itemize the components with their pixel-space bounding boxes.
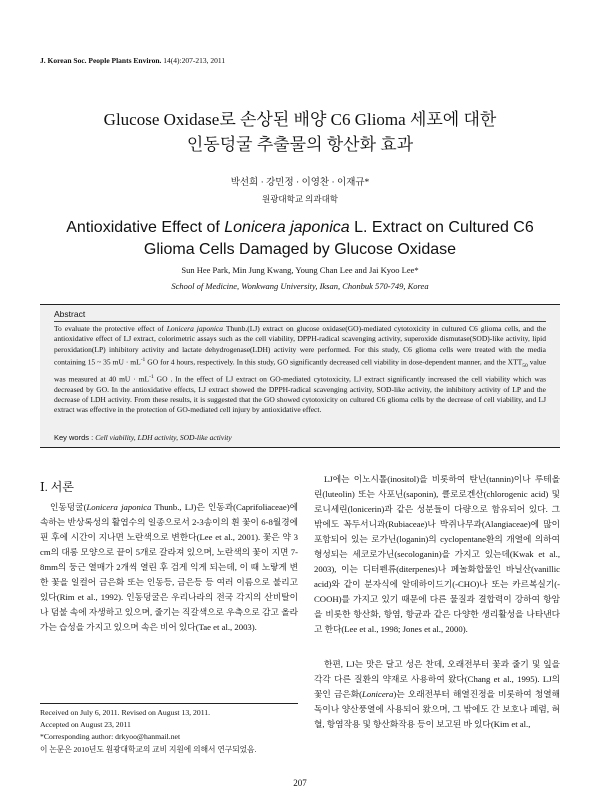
english-affiliation: School of Medicine, Wonkwang University, Iksan, Chonbuk 570-749, Korea [171, 281, 429, 291]
english-title-line1 [30, 217, 570, 239]
right-column-paragraph-1: LJ에는 이노시톨(inositol)을 비롯하여 탄닌(tannin)이나 루테올린(luteolin) 또는 사포닌(saponin), 클로로겐산(chlorogenic acid) 및 로니세린(lonicerin)과 같은 성분들이 다량으로 함유되어 있다. 그 밖에도 꼭두서니과(Rubiaceae)나 박쥐나무과(Alangiaceae)에 많이 포함되어 있는 로가닌(loganin)의 cyclopentane환의 개열에 의하여 형성되는 세코로가닌(secologanin)을 가지고 있는데(Kwak et al., 2003), 이는 디터펜류(diterpenes)나 페놀화합물인 바닐산(vanillic acid)와 같이 분자식에 알데하이드기(-CHO)나 또는 카르복실기(-COOH)를 가지고 있기 때문에 다른 물질과 결합력이 강하여 항암을 비롯한 항산화, 항염, 항균과 같은 다양한 생리활성을 나타낸다고 한다(Lee et al., 1998; Jones et al., 2000). [314, 474, 560, 634]
journal-name: J. Korean Soc. People Plants Environ. [40, 56, 162, 65]
footnote-accepted: Accepted on August 23, 2011 [40, 720, 131, 730]
footnotes [40, 707, 300, 756]
korean-authors: 박선희 · 강민정 · 이영찬 · 이재규* [230, 178, 370, 188]
right-column-paragraph-2: 한편, LJ는 맛은 달고 성은 찬데, 오래전부터 꽃과 줄기 및 잎을 각각 다른 질환의 약재로 사용하여 왔다(Chang et al., 1995). LJ의 꽃인 금은화(Lonicera)는 오래전부터 해열진정을 비롯하여 청열해독이나 양산풍열에 사용되어 왔으며, 그 밖에도 간 보호나 폐렴, 혀혈, 항염작용 및 항산화작용 등이 보고된 바 있다(Kim et al., [314, 659, 561, 729]
keywords [54, 433, 546, 442]
abstract-heading: Abstract [54, 309, 86, 319]
english-authors: Sun Hee Park, Min Jung Kwang, Young Chan Lee and Jai Kyoo Lee* [181, 265, 419, 275]
page-number: 207 [293, 778, 307, 788]
english-title-pre: Antioxidative Effect of [66, 219, 225, 236]
korean-title [40, 107, 560, 157]
english-title-post: L. Extract on Cultured C6 [349, 219, 534, 236]
english-title-line2: Glioma Cells Damaged by Glucose Oxidase [143, 241, 457, 258]
footnote-corresponding: *Corresponding author: drkyoo@hanmail.net [40, 732, 181, 742]
journal-citation [40, 56, 225, 65]
keywords-values: Cell viability, LDH activity, SOD-like activity [95, 433, 232, 442]
journal-volume: 14(4):207-213, 2011 [163, 56, 226, 65]
korean-affiliation: 원광대학교 의과대학 [261, 194, 339, 204]
left-column-body: 인동덩굴(Lonicera japonica Thunb., LJ)은 인동과(Caprifoliaceae)에 속하는 반상록성의 활엽수의 일종으로서 2-3송이의 흰 꽃이 6-8월경에 핀 후에 시간이 지나면 노란색으로 변한다(Lee et al., 2001). 꽃은 약 3 cm의 대롱 모양으로 끝이 5개로 갈라져 있으며, 노란색의 꽃이 지면 7-8mm의 둥근 열매가 2개씩 열린 후 검게 익게 되는데, 이 때 노랗게 변한 꽃을 일컬어 금은화 또는 인동등, 금은등 등 여러 이름으로 불리고 있다(Rim et al., 1992). 인동덩굴은 우리나라의 전국 각지의 산비탈이나 덤불 속에 자생하고 있으며, 줄기는 직갈색으로 우측으로 감고 올라가는 습성을 가지고 있으며 속은 비어 있다(Tae et al., 2003). [40, 502, 298, 632]
keywords-label: Key words : [54, 433, 96, 442]
korean-title-line1: Glucose Oxidase로 손상된 배양 C6 Glioma 세포에 대한 [103, 110, 497, 129]
english-title-species: Lonicera japonica [224, 219, 350, 236]
korean-title-line2: 인동덩굴 추출물의 항산화 효과 [186, 135, 414, 154]
abstract-body: To evaluate the protective effect of Lonicera japonica Thunb.(LJ) extract on glucose oxidase(GO)-mediated cytotoxicity in cultured C6 glioma cells, and the antioxidative effect of LJ extract, colorimetric assays such as the cell viability, DPPH-radical scavenging activity, superoxide dismutase(SOD)-like activity, lipid peroxidation(LP) inhibitory activity and lactate dehydrogenase(LDH) activity were performed. For this study, C6 glioma cells were treated with the media containing 15 ~ 35 mU · $mL^{-1}$ GO for 4 hours, respectively. In this study, GO significantly decreased cell viability in dose-dependent manner, and the $XTT_{50}$ value was measured at 40 mU · $mL^{-1}$ GO . In the effect of LJ extract on GO-mediated cytotoxicity, LJ extract significantly increased the cell viability which was decreased by GO. In the antioxidative effects, LJ extract showed the DPPH-radical scavenging activity, SOD-like activity, the inhibitory activity of LP and the decrease of LDH activity. From these results, it is suggested that the GO showed cytotoxicity on cultured C6 glioma cells by the decrease of cell viability, and LJ extract was effective in the protection of GO-mediated cell injury by antioxidative effect. [54, 324, 547, 415]
section-title: Ⅰ. 서론 [40, 480, 74, 494]
footnote-funding: 이 논문은 2010년도 원광대학교의 교비 지원에 의해서 연구되었음. [40, 744, 257, 754]
footnote-divider [40, 703, 298, 704]
abstract-divider [54, 321, 546, 322]
footnote-received: Received on July 6, 2011. Revised on August 13, 2011. [40, 708, 211, 717]
english-title [30, 217, 570, 261]
